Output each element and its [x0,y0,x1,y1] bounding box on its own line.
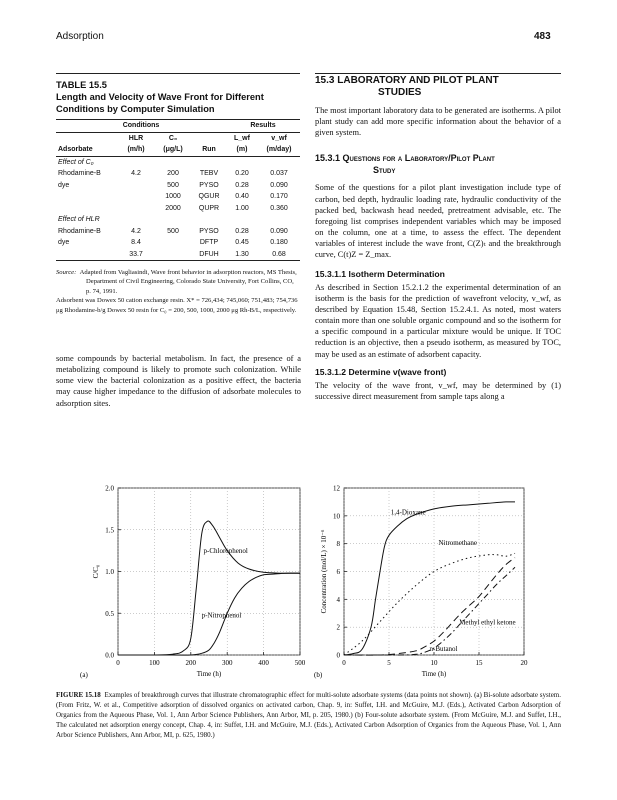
figure-label: FIGURE 15.18 [56,691,101,699]
running-header-title: Adsorption [56,31,104,42]
series-label: 1,4-Dioxane [390,508,426,517]
table-cell: Rhodamine-B [58,170,101,178]
table-cell: 4.2 [131,227,141,235]
table-cell: dye [58,239,70,247]
col-run: Run [192,144,226,156]
x-tick-label: 20 [520,659,528,667]
table-cell: 1.30 [235,250,249,258]
col-lwf: L_wf [226,132,258,144]
table-cell: 0.20 [235,170,249,178]
table-body-effect-hlr [56,226,300,261]
series-line-1-4-dioxane [344,502,515,655]
table-cell: 1.00 [235,204,249,212]
table-row [56,237,300,249]
table-cell: 8.4 [131,239,141,247]
table-label: TABLE 15.5 [56,80,107,90]
table-15-5 [56,73,300,315]
right-column [315,73,561,402]
table-cell: 0.037 [270,170,288,178]
col-hlr: HLR [118,132,154,144]
x-tick-label: 400 [258,659,269,667]
table-note: Adsorbent was Dowex 50 cation exchange resin. X* = 726,434; 745,060; 751,483; 754,736 μg Rhodamine-b/g Dowex 50 resin for C₀ = 200, 500, 1000, 2000 μg Rh-B/L, respectively. [56,297,298,314]
table-cell: 4.2 [131,170,141,178]
table-source [56,268,300,296]
page-number: 483 [534,31,551,42]
table-cell: 0.28 [235,227,249,235]
heading-15-3-line2: STUDIES [378,87,422,98]
series-label: p-Nitrophenol [201,611,242,620]
table-cell [118,191,154,203]
table-grid [56,119,300,265]
table-cell: QGUR [198,193,220,201]
y-tick-label: 1.5 [105,526,114,535]
figure-caption [56,690,561,740]
table-cell: 0.68 [272,250,286,258]
table-cell: 500 [167,227,179,235]
col-vwf: v_wf [258,132,300,144]
heading-15-3-1-line2: Study [373,165,396,176]
heading-15-3-line1: 15.3 LABORATORY AND PILOT PLANT [315,75,499,86]
left-paragraph: some compounds by bacterial metabolism. In fact, the presence of a metabolizing compound is likely to promote such colonization. While some view the bacterial colonization as a positive effect, the bacteria may cause higher impedance to the diffusion of adsorbate molecules to adsorption sites. [56,354,301,408]
series-line-methyl-ethyl-ketone [344,558,515,655]
figure-caption-text: Examples of breakthrough curves that illustrate chromatographic effect for multi-solute adsorbate systems (data points not shown). (a) Bi-solute adsorbate system. (From Fritz, W. et al., Competitive adsorption of dissolved organics on activated carbon, Chap. 9, in: Suffet, I.H. and McGuire, M.J. (Eds.), Activated Carbon Adsorption of Organics from the Aqueous Phase, Vol. 1, Ann Arbor Science Publishers, Ann Arbor, MI, p. 205, 1980.) (b) Four-solute adsorbate system. (From McGuire, M.J. and Suffet, I.H., The calculated net adsorption energy concept, Chap. 4, in: Suffet, I.H. and McGuire, M.J. (Eds.), Activated Carbon Adsorption of Organics from the Aqueous Phase, Vol. 1, Ann Arbor Science Publishers, Ann Arbor, MI, p. 625, 1980.) [56,691,561,739]
series-label: Methyl ethyl ketone [459,618,516,627]
col-hlr-unit: (m/h) [118,144,154,156]
body-15-3-1-2: The velocity of the wave front, v_wf, may be determined by (1) successive direct measurement from sample taps along a [315,380,561,401]
table-cell: TEBV [199,170,219,178]
series-label: Nitromethane [438,539,477,548]
table-cell: 500 [167,181,179,189]
y-tick-label: 8 [336,540,340,549]
table-cell [56,203,118,215]
source-label: Source: [56,269,77,276]
table-cell: QUPR [198,204,220,212]
x-tick-label: 0 [342,659,346,667]
table-cell: DFUH [199,250,219,258]
table-row [56,226,300,238]
x-axis-label: Time (h) [421,670,447,678]
col-c0: C₀ [154,132,192,144]
table-cell: 0.45 [235,239,249,247]
table-cell [154,237,192,249]
table-cell: 2000 [165,204,181,212]
y-axis-label: Concentration (mol/L) × 10⁻⁶ [320,529,328,614]
y-tick-label: 12 [333,484,340,493]
series-label: p-Chlorophenol [203,547,248,556]
table-row [56,180,300,192]
table-cell [118,180,154,192]
panel-label: (b) [314,671,323,679]
panel-label: (a) [80,671,88,679]
y-tick-label: 2 [336,623,340,632]
table-cell: 0.360 [270,204,288,212]
table-row [56,203,300,215]
source-text: Adapted from Vagliasindi, Wave front behavior in adsorption reactors, MS Thesis, Department of Civil Engineering, Colorado State University, Fort Collins, CO, p. 74, 1991. [79,269,297,295]
table-cell: 33.7 [129,250,143,258]
y-axis-label: C/C₀ [92,564,100,579]
table-title-line1: Length and Velocity of Wave Front for Different [56,92,264,102]
y-tick-label: 0 [336,651,340,660]
x-tick-label: 500 [294,659,306,667]
table-cell [154,249,192,261]
figure-charts [56,478,561,688]
table-body-effect-c0 [56,168,300,214]
group-conditions: Conditions [56,120,226,133]
y-tick-label: 4 [336,595,340,604]
series-line-n-butanol [344,567,515,655]
table-cell [56,249,118,261]
y-tick-label: 0.5 [105,609,114,618]
heading-15-3-1-1: 15.3.1.1 Isotherm Determination [315,268,445,279]
x-tick-label: 10 [430,659,438,667]
table-cell [118,203,154,215]
table-row [56,168,300,180]
table-cell: 0.28 [235,181,249,189]
heading-15-3-1-2: 15.3.1.2 Determine v(wave front) [315,366,447,377]
table-row [56,249,300,261]
x-axis-label: Time (h) [196,670,222,678]
table-cell: PYSO [199,227,219,235]
table-cell: dye [58,181,70,189]
y-tick-label: 0.0 [105,651,114,660]
y-tick-label: 1.0 [105,568,114,576]
y-tick-label: 2.0 [105,484,114,493]
figure-15-18 [56,478,561,688]
y-tick-label: 6 [336,568,340,576]
table-cell [56,191,118,203]
col-adsorbate: Adsorbate [56,144,118,156]
col-c0-unit: (μg/L) [154,144,192,156]
body-15-3: The most important laboratory data to be generated are isotherms. A pilot plant study can add more specific information about the behavior of a given system. [315,106,561,138]
table-cell: 0.170 [270,193,288,201]
series-line-nitromethane [344,553,515,655]
col-vwf-unit: (m/day) [258,144,300,156]
table-cell: 1000 [165,193,181,201]
x-tick-label: 15 [475,659,483,667]
col-lwf-unit: (m) [226,144,258,156]
y-tick-label: 10 [333,512,340,521]
table-cell: 0.090 [270,227,288,235]
body-15-3-1-1: As described in Section 15.2.1.2 the experimental determination of an isotherm is the basis for the prediction of wavefront velocity, v_wf, as described by Equation 15.48, Section 15.2.4.1. As noted, most waters contain more than one soluble organic compound and so the isotherm for a specific compound in a particular mixture would be unique. If TOC reduction is an objective, then a pseudo isotherm, as measured by TOC, may be used as an estimate of adsorbent capacity. [315,282,561,359]
table-cell: PYSO [199,181,219,189]
x-tick-label: 200 [185,659,197,667]
table-cell: 0.090 [270,181,288,189]
x-tick-label: 5 [387,659,391,667]
x-tick-label: 0 [116,659,120,667]
table-title-line2: Conditions by Computer Simulation [56,104,215,114]
section-effect-c0: Effect of C₀ [58,158,94,166]
body-15-3-1: Some of the questions for a pilot plant investigation include type of carbon, bed depth, hydraulic loading rate, hydraulic conductivity of the packed bed, backwash head needed, pretreatment advisable, etc. The foregoing list comprises independent variables which may be imposed on the column, one at a time, to assess the effect. The dependent variables of interest include the wave front, C(Z)ₜ and the breakthrough curve, C(t)Z = Z_max. [315,183,561,260]
x-tick-label: 100 [149,659,160,667]
table-cell: 0.180 [270,239,288,247]
table-cell: Rhodamine-B [58,227,101,235]
group-results: Results [226,120,300,133]
series-line-p-chlorophenol [118,521,300,655]
section-effect-hlr: Effect of HLR [58,216,100,224]
table-cell: DFTP [199,239,219,247]
table-cell: 0.40 [235,193,249,201]
series-label: n-Butanol [429,644,458,653]
table-cell: 200 [167,170,179,178]
heading-15-3-1-line1: 15.3.1 Questions for a Laboratory/Pilot Plant [315,153,495,164]
x-tick-label: 300 [221,659,233,667]
table-row [56,191,300,203]
